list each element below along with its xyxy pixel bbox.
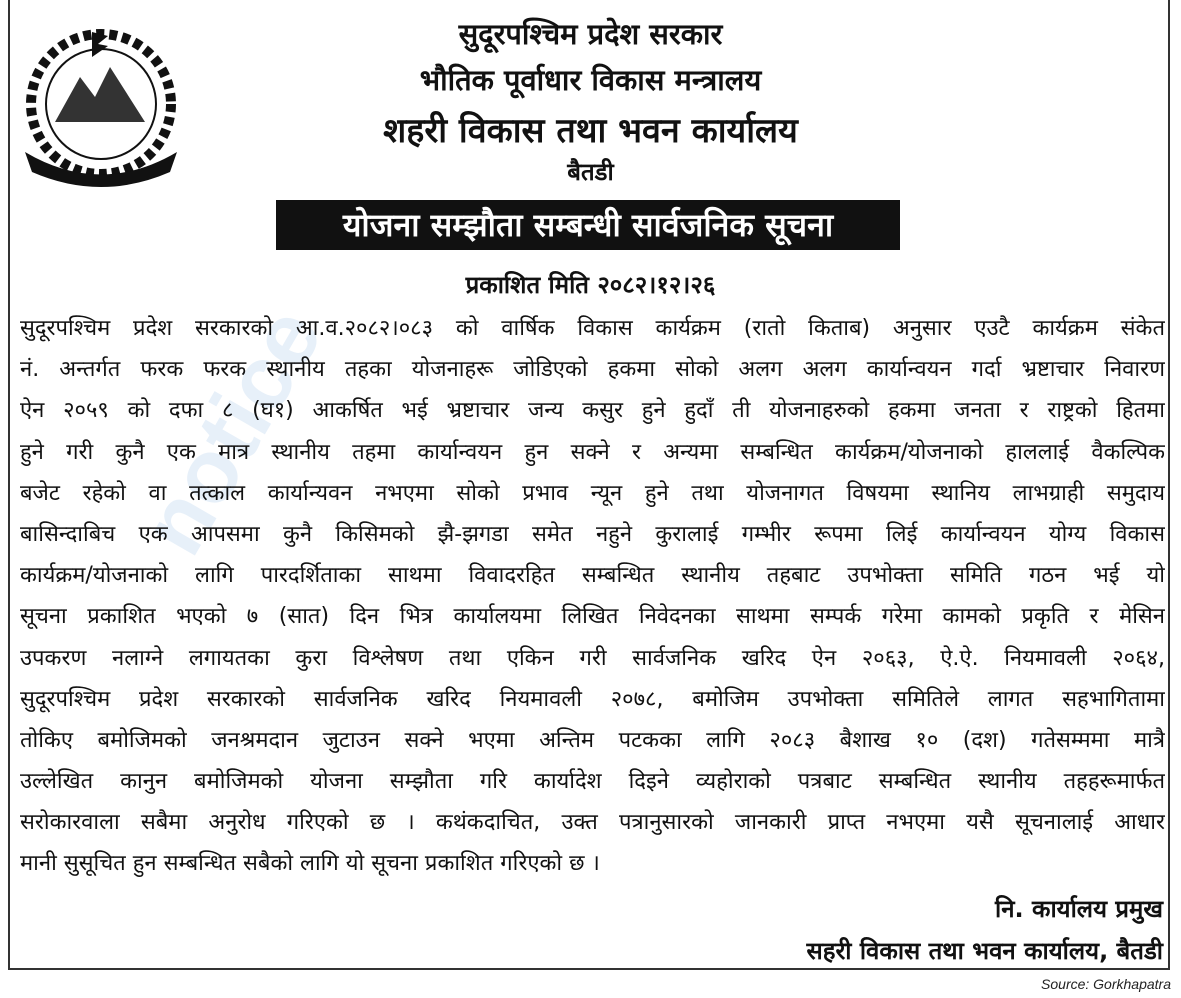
watermark: notice (122, 291, 342, 572)
body-line: हुने गरी कुनै एक मात्र स्थानीय तहमा कार्यान्वयन हुन सक्ने र अन्यमा सम्बन्धित कार्यक्रम/योजनाको हाललाई वैकल्पिक (20, 439, 1165, 465)
body-line: सुदूरपश्चिम प्रदेश सरकारको आ.व.२०८२।०८३ को वार्षिक विकास कार्यक्रम (रातो किताब) अनुसार एउटै कार्यक्रम संकेत (20, 316, 1165, 341)
header-office: शहरी विकास तथा भवन कार्यालय (383, 111, 798, 151)
body-line: उपकरण नलाग्ने लगायतका कुरा विश्लेषण तथा एकिन गरी सार्वजनिक खरिद ऐन २०६३, ऐ.ऐ. नियमावली २०६४, (20, 645, 1165, 671)
notice-title-banner: योजना सम्झौता सम्बन्धी सार्वजनिक सूचना (276, 200, 900, 250)
header-district: बैतडी (567, 158, 614, 186)
notice-body (20, 308, 1165, 885)
body-line: मानी सुसूचित हुन सम्बन्धित सबैको लागि यो सूचना प्रकाशित गरिएको छ । (20, 851, 600, 877)
signature-title: नि. कार्यालय प्रमुख (995, 895, 1163, 923)
body-line: बासिन्दाबिच एक आपसमा कुनै किसिमको झै-झगडा समेत नहुने कुरालाई गम्भीर रूपमा लिई कार्यान्वयन योग्य विकास (20, 521, 1165, 547)
body-line: बजेट रहेको वा तत्काल कार्यान्यवन नभएमा सोको प्रभाव न्यून हुने तथा योजनागत विषयमा स्थानिय लाभग्राही समुदाय (20, 480, 1165, 506)
body-line: ऐन २०५९ को दफा ८ (घ१) आकर्षित भई भ्रष्टाचार जन्य कसुर हुने हुदाँ ती योजनाहरुको हकमा जनता र राष्ट्रको हितमा (20, 398, 1165, 424)
header-ministry: भौतिक पूर्वाधार विकास मन्त्रालय (419, 63, 762, 97)
body-line: उल्लेखित कानुन बमोजिमको योजना सम्झौता गरि कार्यादेश दिइने व्यहोराको पत्रबाट सम्बन्धित स्थानीय तहहरूमार्फत (20, 769, 1165, 795)
body-line: तोकिए बमोजिमको जनश्रमदान जुटाउन सक्ने भएमा अन्तिम पटकका लागि २०८३ बैशाख १० (दश) गतेसम्ममा मात्रै (20, 727, 1165, 753)
source-credit: Source: Gorkhapatra (1041, 976, 1171, 992)
body-line: सूचना प्रकाशित भएको ७ (सात) दिन भित्र कार्यालयमा लिखित निवेदनका साथमा सम्पर्क गरेमा कामको प्रकृति र मेसिन (20, 604, 1165, 630)
signature-office: सहरी विकास तथा भवन कार्यालय, बैतडी (806, 937, 1163, 965)
body-line: सुदूरपश्चिम प्रदेश सरकारको सार्वजनिक खरिद नियमावली २०७८, बमोजिम उपभोक्ता समितिले लागत सहभागितामा (20, 686, 1165, 712)
body-line: कार्यक्रम/योजनाको लागि पारदर्शिताका साथमा विवादरहित सम्बन्धित स्थानीय तहबाट उपभोक्ता समिति गठन भई यो (20, 563, 1165, 589)
body-line: सरोकारवाला सबैमा अनुरोध गरिएको छ । कथंकदाचित, उक्त पत्रानुसारको जानकारी प्राप्त नभएमा यसै सूचनालाई आधार (20, 810, 1165, 836)
header-province: सुदूरपश्चिम प्रदेश सरकार (458, 17, 723, 51)
published-date: प्रकाशित मिति २०८२।१२।२६ (465, 271, 716, 299)
body-line: नं. अन्तर्गत फरक फरक स्थानीय तहका योजनाहरू जोडिएको हकमा सोको अलग अलग कार्यान्वयन गर्दा भ्रष्टाचार निवारण (20, 357, 1165, 383)
